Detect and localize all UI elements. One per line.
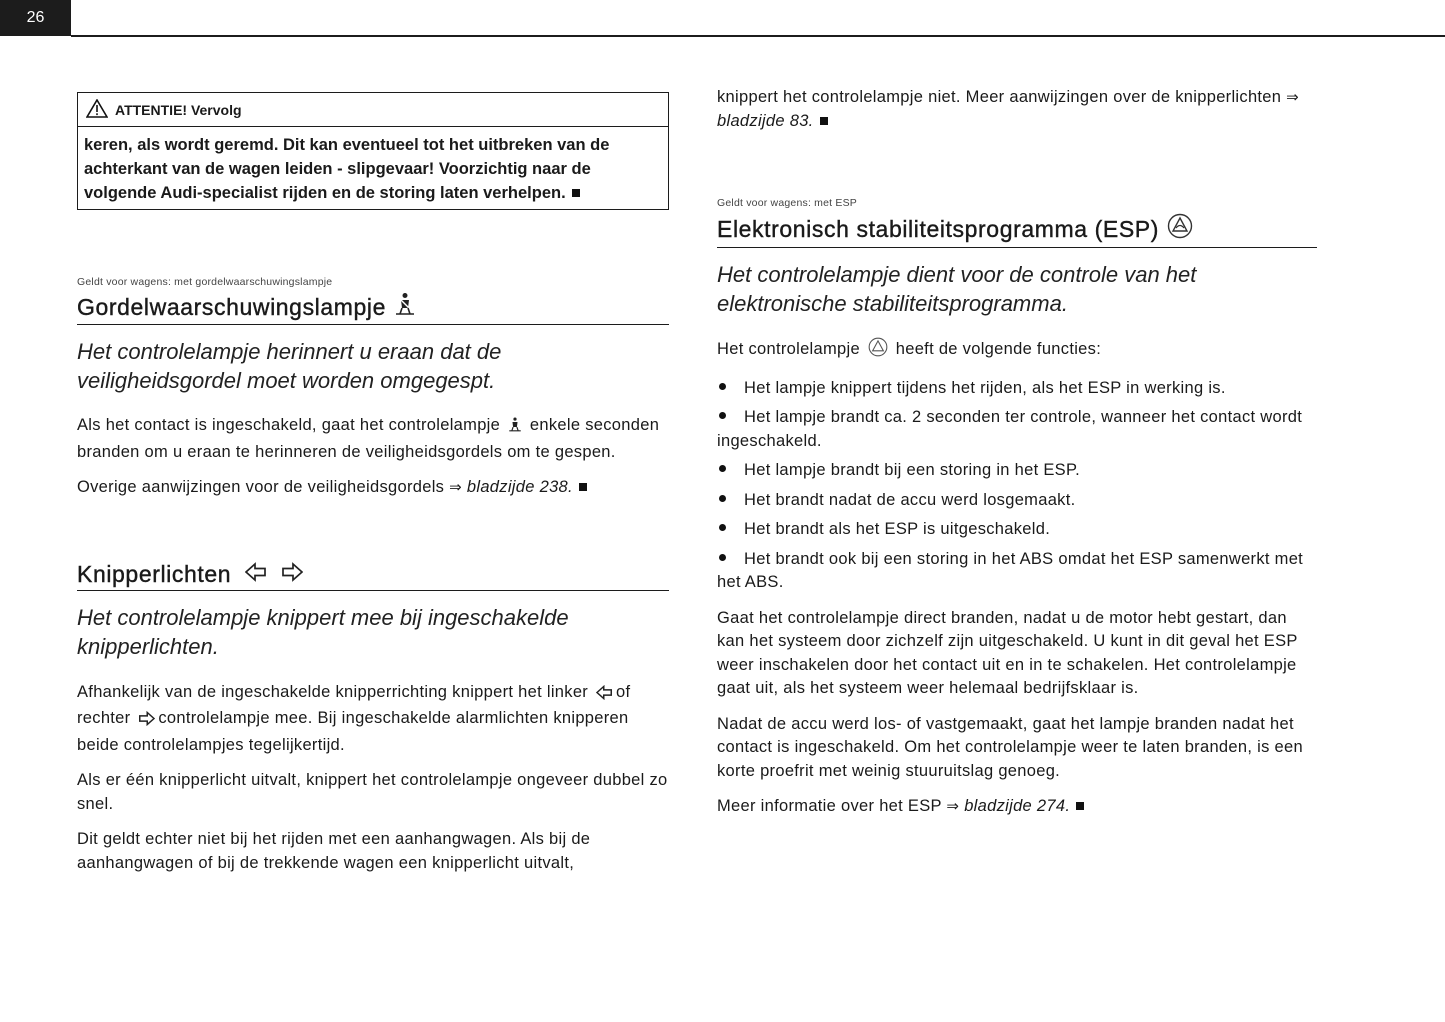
- bullet-icon: [719, 412, 726, 419]
- header-rule: [71, 35, 1445, 37]
- indicators-p1-a: Afhankelijk van de ingeschakelde knipperrichting knippert het linker: [77, 682, 589, 701]
- seatbelt-heading-text: Gordelwaarschuwingslampje: [77, 293, 387, 320]
- turn-signal-right-icon: [273, 561, 303, 588]
- turn-signal-left-icon: [237, 561, 267, 588]
- indicators-p1-c: controlelampje mee. Bij ingeschakelde alarmlichten knipperen beide controlelampjes tegelijkertijd.: [77, 709, 629, 754]
- indicators-page-link[interactable]: bladzijde 83.: [717, 111, 814, 130]
- esp-bullet-list: [717, 377, 1317, 595]
- left-column: [77, 92, 669, 875]
- list-item: [717, 518, 1317, 542]
- esp-functions-b: heeft de volgende functies:: [895, 340, 1102, 358]
- warning-triangle-icon: [86, 99, 115, 121]
- page-number: 26: [0, 0, 71, 36]
- warning-text: [78, 127, 668, 209]
- esp-functions-intro: [717, 337, 1317, 365]
- esp-heading-text: Elektronisch stabiliteitsprogramma (ESP): [717, 215, 1159, 242]
- bullet-icon: [719, 495, 726, 502]
- warning-header: [78, 93, 668, 127]
- seatbelt-p1-start: Als het contact is ingeschakeld, gaat het controlelampje: [77, 416, 501, 434]
- seatbelt-intro: Het controlelampje herinnert u eraan dat de veiligheidsgordel moet worden omgegespt.: [77, 339, 502, 393]
- seatbelt-ref-text: Overige aanwijzingen voor de veiligheidsgordels: [77, 478, 445, 496]
- esp-page-link[interactable]: bladzijde 274.: [964, 797, 1071, 815]
- indicators-intro: Het controlelampje knippert mee bij ingeschakelde knipperlichten.: [77, 604, 569, 659]
- seatbelt-inline-icon: [508, 416, 522, 441]
- seatbelt-page-link[interactable]: bladzijde 238.: [466, 478, 573, 496]
- end-of-section-icon: [579, 483, 587, 491]
- indicators-paragraph-2: Als er één knipperlicht uitvalt, knippert het controlelampje ongeveer dubbel zo snel.: [77, 771, 668, 813]
- indicators-p1-b: of rechter: [77, 682, 631, 727]
- applies-to-esp: Geldt voor wagens: met ESP: [717, 197, 858, 209]
- list-item: [717, 489, 1317, 513]
- seatbelt-icon: [386, 292, 416, 322]
- list-item-text: Het brandt nadat de accu werd losgemaakt.: [744, 490, 1076, 509]
- indicators-heading: [77, 561, 669, 591]
- list-item: [717, 459, 1317, 483]
- list-item-text: Het lampje brandt ca. 2 seconden ter controle, wanneer het contact wordt ingeschakeld.: [717, 408, 1303, 450]
- bullet-icon: [719, 383, 726, 390]
- warning-box: [77, 92, 669, 210]
- continuation-text: knippert het controlelampje niet. Meer aanwijzingen over de knipperlichten: [717, 88, 1282, 106]
- warning-label: ATTENTIE! Vervolg: [115, 101, 242, 118]
- bullet-icon: [719, 465, 726, 472]
- list-item-text: Het lampje brandt bij een storing in het ESP.: [744, 461, 1081, 479]
- esp-reference: [717, 795, 1317, 819]
- reference-arrow-icon: ⇒: [449, 479, 462, 496]
- esp-functions-a: Het controlelampje: [717, 340, 860, 358]
- esp-heading: [717, 213, 1317, 248]
- esp-inline-icon: [868, 337, 888, 365]
- esp-icon: [1159, 213, 1193, 245]
- list-item-text: Het lampje knippert tijdens het rijden, als het ESP in werking is.: [744, 378, 1226, 397]
- list-item: [717, 406, 1317, 453]
- turn-signal-left-icon: [596, 684, 613, 708]
- end-of-section-icon: [1076, 802, 1084, 810]
- bullet-icon: [719, 554, 726, 561]
- turn-signal-right-icon: [138, 710, 155, 734]
- reference-arrow-icon: ⇒: [946, 798, 960, 815]
- seatbelt-paragraph: [77, 414, 669, 464]
- list-item-text: Het brandt als het ESP is uitgeschakeld.: [744, 520, 1051, 538]
- esp-battery-paragraph: Nadat de accu werd los- of vastgemaakt, gaat het lampje branden nadat het contact is ingeschakeld. Om het controlelampje weer te laten branden, is een korte proefrit met weinig stuuruitslag genoeg.: [717, 714, 1303, 780]
- indicators-heading-text: Knipperlichten: [77, 560, 232, 587]
- warning-body-text: keren, als wordt geremd. Dit kan eventueel tot het uitbreken van de achterkant van de wagen leiden - slipgevaar! Voorzichtig naar de volgende Audi-specialist rijden en de storing laten verhelpen.: [84, 136, 610, 202]
- end-of-section-icon: [820, 117, 828, 125]
- reference-arrow-icon: ⇒: [1286, 89, 1300, 106]
- list-item: [717, 377, 1317, 401]
- seatbelt-heading: [77, 292, 669, 325]
- bullet-icon: [719, 524, 726, 531]
- esp-engine-paragraph: Gaat het controlelampje direct branden, nadat u de motor hebt gestart, dan kan het systeem door zichzelf zijn uitgeschakeld. U kunt in dit geval het ESP weer inschakelen door het contact uit en in te schakelen. Het controlelampje gaat uit, als het systeem weer helemaal bedrijfsklaar is.: [717, 608, 1298, 697]
- list-item-text: Het brandt ook bij een storing in het ABS omdat het ESP samenwerkt met het ABS.: [717, 549, 1304, 591]
- right-column: [717, 86, 1317, 819]
- end-of-section-icon: [572, 189, 580, 197]
- esp-intro: Het controlelampje dient voor de controle van het elektronische stabiliteitsprogramma.: [717, 262, 1197, 316]
- indicators-paragraph-3: Dit geldt echter niet bij het rijden met een aanhangwagen. Als bij de aanhangwagen of bij de trekkende wagen een knipperlicht uitvalt,: [77, 830, 591, 872]
- applies-to-seatbelt: Geldt voor wagens: met gordelwaarschuwingslampje: [77, 276, 333, 288]
- seatbelt-p1-end: enkele seconden branden om u eraan te herinneren de veiligheidsgordels om te gespen.: [77, 416, 660, 461]
- list-item: [717, 548, 1317, 595]
- indicators-paragraph-1: [77, 681, 669, 758]
- esp-ref-text: Meer informatie over het ESP: [717, 797, 942, 815]
- seatbelt-reference: [77, 476, 669, 500]
- indicators-continuation: [717, 86, 1317, 133]
